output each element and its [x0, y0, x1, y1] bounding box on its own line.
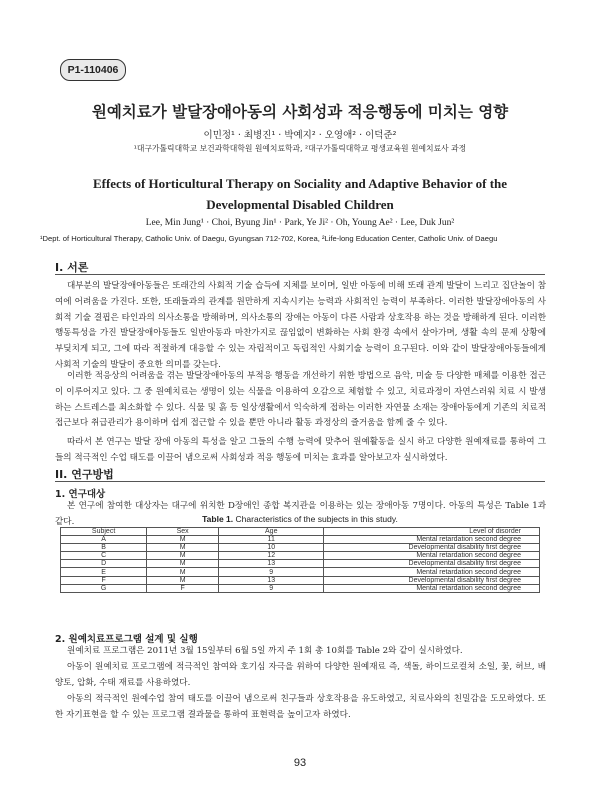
cell-level: Developmental disability first degree	[324, 576, 540, 584]
cell-sex: M	[147, 544, 219, 552]
subsection-heading-subjects: 1. 연구대상	[55, 489, 106, 500]
cell-age: 9	[219, 584, 324, 592]
title-korean: 원예치료가 발달장애아동의 사회성과 적응행동에 미치는 영향	[91, 103, 509, 121]
subjects-paragraph: 본 연구에 참여한 대상자는 대구에 위치한 D장애인 종합 복지관을 이용하는 있는 장애아동 7명이다. 아동의 특성은 Table 1과 같다.	[55, 501, 546, 527]
affiliation-english: ¹Dept. of Horticultural Therapy, Catholic Univ. of Daegu, Gyungsan 712-702, Korea, ²Life-long Education Center, Catholic Univ. of Daegu	[40, 234, 498, 243]
cell-level: Mental retardation second degree	[324, 584, 540, 592]
table-row	[61, 576, 540, 584]
table-header-row	[61, 528, 540, 536]
cell-level: Developmental disability first degree	[324, 544, 540, 552]
section-divider	[55, 274, 545, 275]
program-paragraph-2: 아동이 원예치료 프로그램에 적극적인 참여와 호기심 자극을 위하여 다양한 원예재료 즉, 색돌, 하이드로컬쳐 소일, 꽃, 허브, 배양토, 압화, 수태 재료를 사용하였다.	[55, 662, 546, 688]
cell-age: 13	[219, 576, 324, 584]
authors-english: Lee, Min Jung¹ · Choi, Byung Jin¹ · Park, Ye Ji² · Oh, Young Ae² · Lee, Duk Jun²	[145, 218, 455, 228]
cell-age: 9	[219, 568, 324, 576]
page-number: 93	[293, 757, 307, 769]
cell-level: Mental retardation second degree	[324, 568, 540, 576]
cell-level: Mental retardation second degree	[324, 552, 540, 560]
title-english: Effects of Horticultural Therapy on Sociality and Adaptive Behavior of the Developmental Disabled Children	[92, 176, 508, 212]
column-header-sex: Sex	[147, 528, 219, 536]
cell-sex: F	[147, 584, 219, 592]
cell-sex: M	[147, 552, 219, 560]
table-label: Table 1.	[202, 514, 234, 524]
table-caption	[0, 514, 600, 524]
table-row	[61, 568, 540, 576]
cell-level: Developmental disability first degree	[324, 560, 540, 568]
table-row	[61, 584, 540, 592]
cell-subject: A	[61, 536, 147, 544]
intro-paragraph-1: 대부분의 발달장애아동들은 또래간의 사회적 기술 습득에 지체를 보이며, 일반 아동에 비해 또래 관계 발달이 느리고 집단놀이 참여에 어려움을 가진다. 또한, 또래들과의 관계를 원만하게 지속시키는 능력과 사회적인 능력이 부족하다. 이러한 발달장애아동의 사회적 기술 결핍은 타인과의 의사소통을 방해하며, 의사소통의 장애는 아동이 다른 사람과 상호작용 하는 것을 방해하게 된다. 이러한 행동특성을 가진 발달장애아동들도 일반아동과 마찬가지로 끊임없이 변화하는 사회 환경 속에서 살아가며, 생활 속의 문제 상황에 부딪치게 되고, 그에 따라 적절하게 대응할 수 있는 자립적이고 독립적인 사회기술 능력이 요구된다. 이와 같이 발달장애아동들에게 사회적 기술의 발달이 중요한 의미를 갖는다.	[55, 281, 546, 370]
table-row	[61, 560, 540, 568]
cell-sex: M	[147, 560, 219, 568]
cell-subject: D	[61, 560, 147, 568]
cell-sex: M	[147, 536, 219, 544]
table-row	[61, 552, 540, 560]
subjects-table	[60, 527, 540, 593]
cell-age: 12	[219, 552, 324, 560]
cell-subject: G	[61, 584, 147, 592]
section-heading-introduction: I. 서론	[55, 261, 89, 274]
intro-paragraph-3: 따라서 본 연구는 발달 장애 아동의 특성을 알고 그들의 수행 능력에 맞추어 원예활동을 실시 하고 다양한 원예재료를 통하여 그들의 적극적인 수업 태도를 이끌어 냄으로써 사회성과 적응 행동에 미치는 효과를 알아보고자 실시하였다.	[55, 437, 546, 463]
table-row	[61, 536, 540, 544]
authors-korean: 이민정¹ · 최병진¹ · 박예지² · 오영애² · 이덕준²	[203, 130, 397, 141]
program-paragraph-3: 아동의 적극적인 원예수업 참여 태도를 이끌어 냄으로써 친구들과 상호작용을 유도하였고, 치료사와의 친밀감을 도모하였다. 또한 자기표현을 할 수 있는 프로그램 결과물을 통하여 표현력을 높이고자 하였다.	[55, 694, 546, 720]
cell-age: 13	[219, 560, 324, 568]
column-header-level: Level of disorder	[324, 528, 540, 536]
cell-age: 10	[219, 544, 324, 552]
subsection-heading-program: 2. 원예치료프로그램 설계 및 실행	[55, 634, 198, 645]
section-divider	[55, 481, 545, 482]
cell-age: 11	[219, 536, 324, 544]
affiliation-korean: ¹대구가톨릭대학교 보건과학대학원 원예치료학과, ²대구가톨릭대학교 평생교육원 원예치료사 과정	[133, 144, 467, 153]
table-row	[61, 544, 540, 552]
column-header-subject: Subject	[61, 528, 147, 536]
intro-paragraph-2: 이러한 적응상의 어려움을 겪는 발달장애아동의 부적응 행동을 개선하기 위한 방법으로 음악, 미술 등 다양한 매체를 이용한 접근이 이루어지고 있다. 그 중 원예치료는 생명이 있는 식물을 이용하여 오감으로 체험할 수 있고, 치료과정이 자연스러워 치료 시 발생하는 스트레스를 최소화할 수 있다. 식물 및 흙 등 일상생활에서 익숙하게 접하는 이러한 자연물 소재는 장애아동에게 기존의 치료적 접근보다 취급관리가 용이하며 쉽게 접근할 수 있을 뿐만 아니라 활동 과정상의 즐거움을 함께 줄 수 있다.	[55, 371, 546, 429]
column-header-age: Age	[219, 528, 324, 536]
section-heading-methods: II. 연구방법	[55, 468, 114, 481]
cell-sex: M	[147, 568, 219, 576]
cell-level: Mental retardation second degree	[324, 536, 540, 544]
paper-id-badge: P1-110406	[60, 59, 126, 81]
program-paragraph-1: 원예치료 프로그램은 2011년 3월 15일부터 6월 5일 까지 주 1회 총 10회를 Table 2와 같이 실시하였다.	[67, 646, 463, 656]
cell-sex: M	[147, 576, 219, 584]
cell-subject: B	[61, 544, 147, 552]
cell-subject: F	[61, 576, 147, 584]
cell-subject: E	[61, 568, 147, 576]
table-caption-text: Characteristics of the subjects in this study.	[235, 514, 398, 524]
cell-subject: C	[61, 552, 147, 560]
